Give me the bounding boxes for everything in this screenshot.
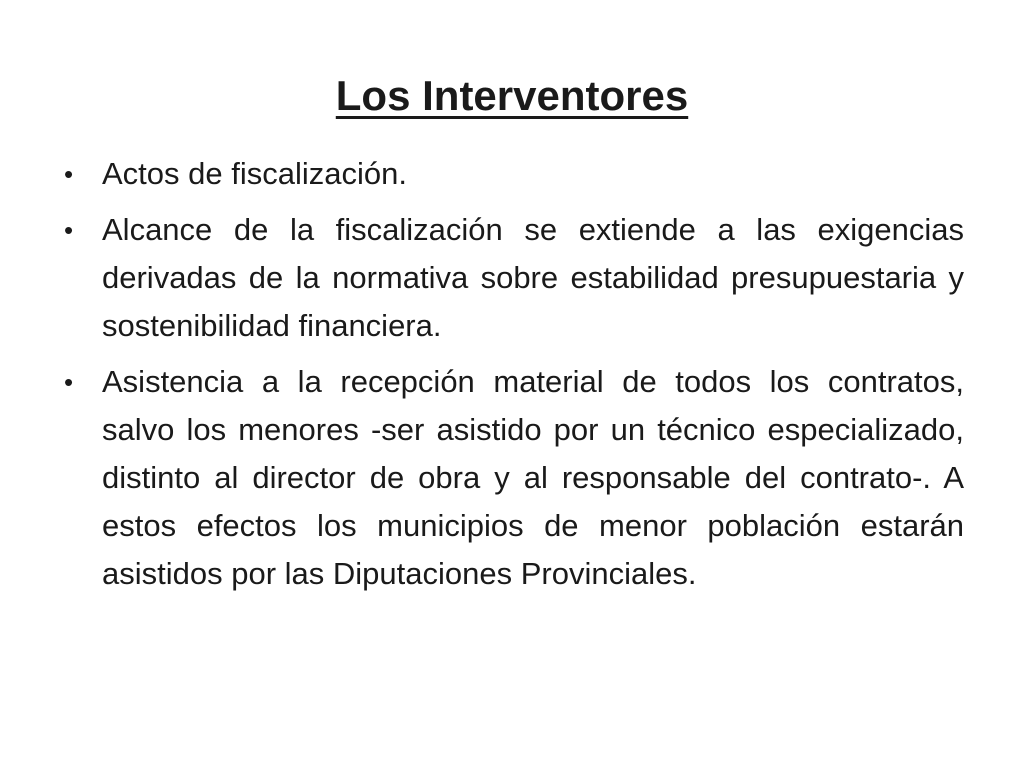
bullet-item (62, 358, 964, 598)
bullet-text: Actos de fiscalización. (102, 156, 407, 191)
bullet-item (62, 150, 964, 198)
slide-title (0, 66, 1024, 126)
bullet-text: Asistencia a la recepción material de todos los contratos, salvo los menores -ser asistido por un técnico especializado, distinto al director de obra y al responsable del contrato-. A estos efectos los municipios de menor población estarán asistidos por las Diputaciones Provinciales. (102, 364, 964, 591)
slide-title-text: Los Interventores (335, 72, 689, 119)
bullet-item (62, 206, 964, 350)
bullet-dot-icon: • (64, 367, 74, 397)
bullet-text: Alcance de la fiscalización se extiende a las exigencias derivadas de la normativa sobre estabilidad presupuestaria y sostenibilidad financiera. (102, 212, 964, 343)
bullet-dot-icon: • (64, 159, 74, 189)
bullet-dot-icon: • (64, 215, 74, 245)
bullet-list (62, 150, 964, 598)
